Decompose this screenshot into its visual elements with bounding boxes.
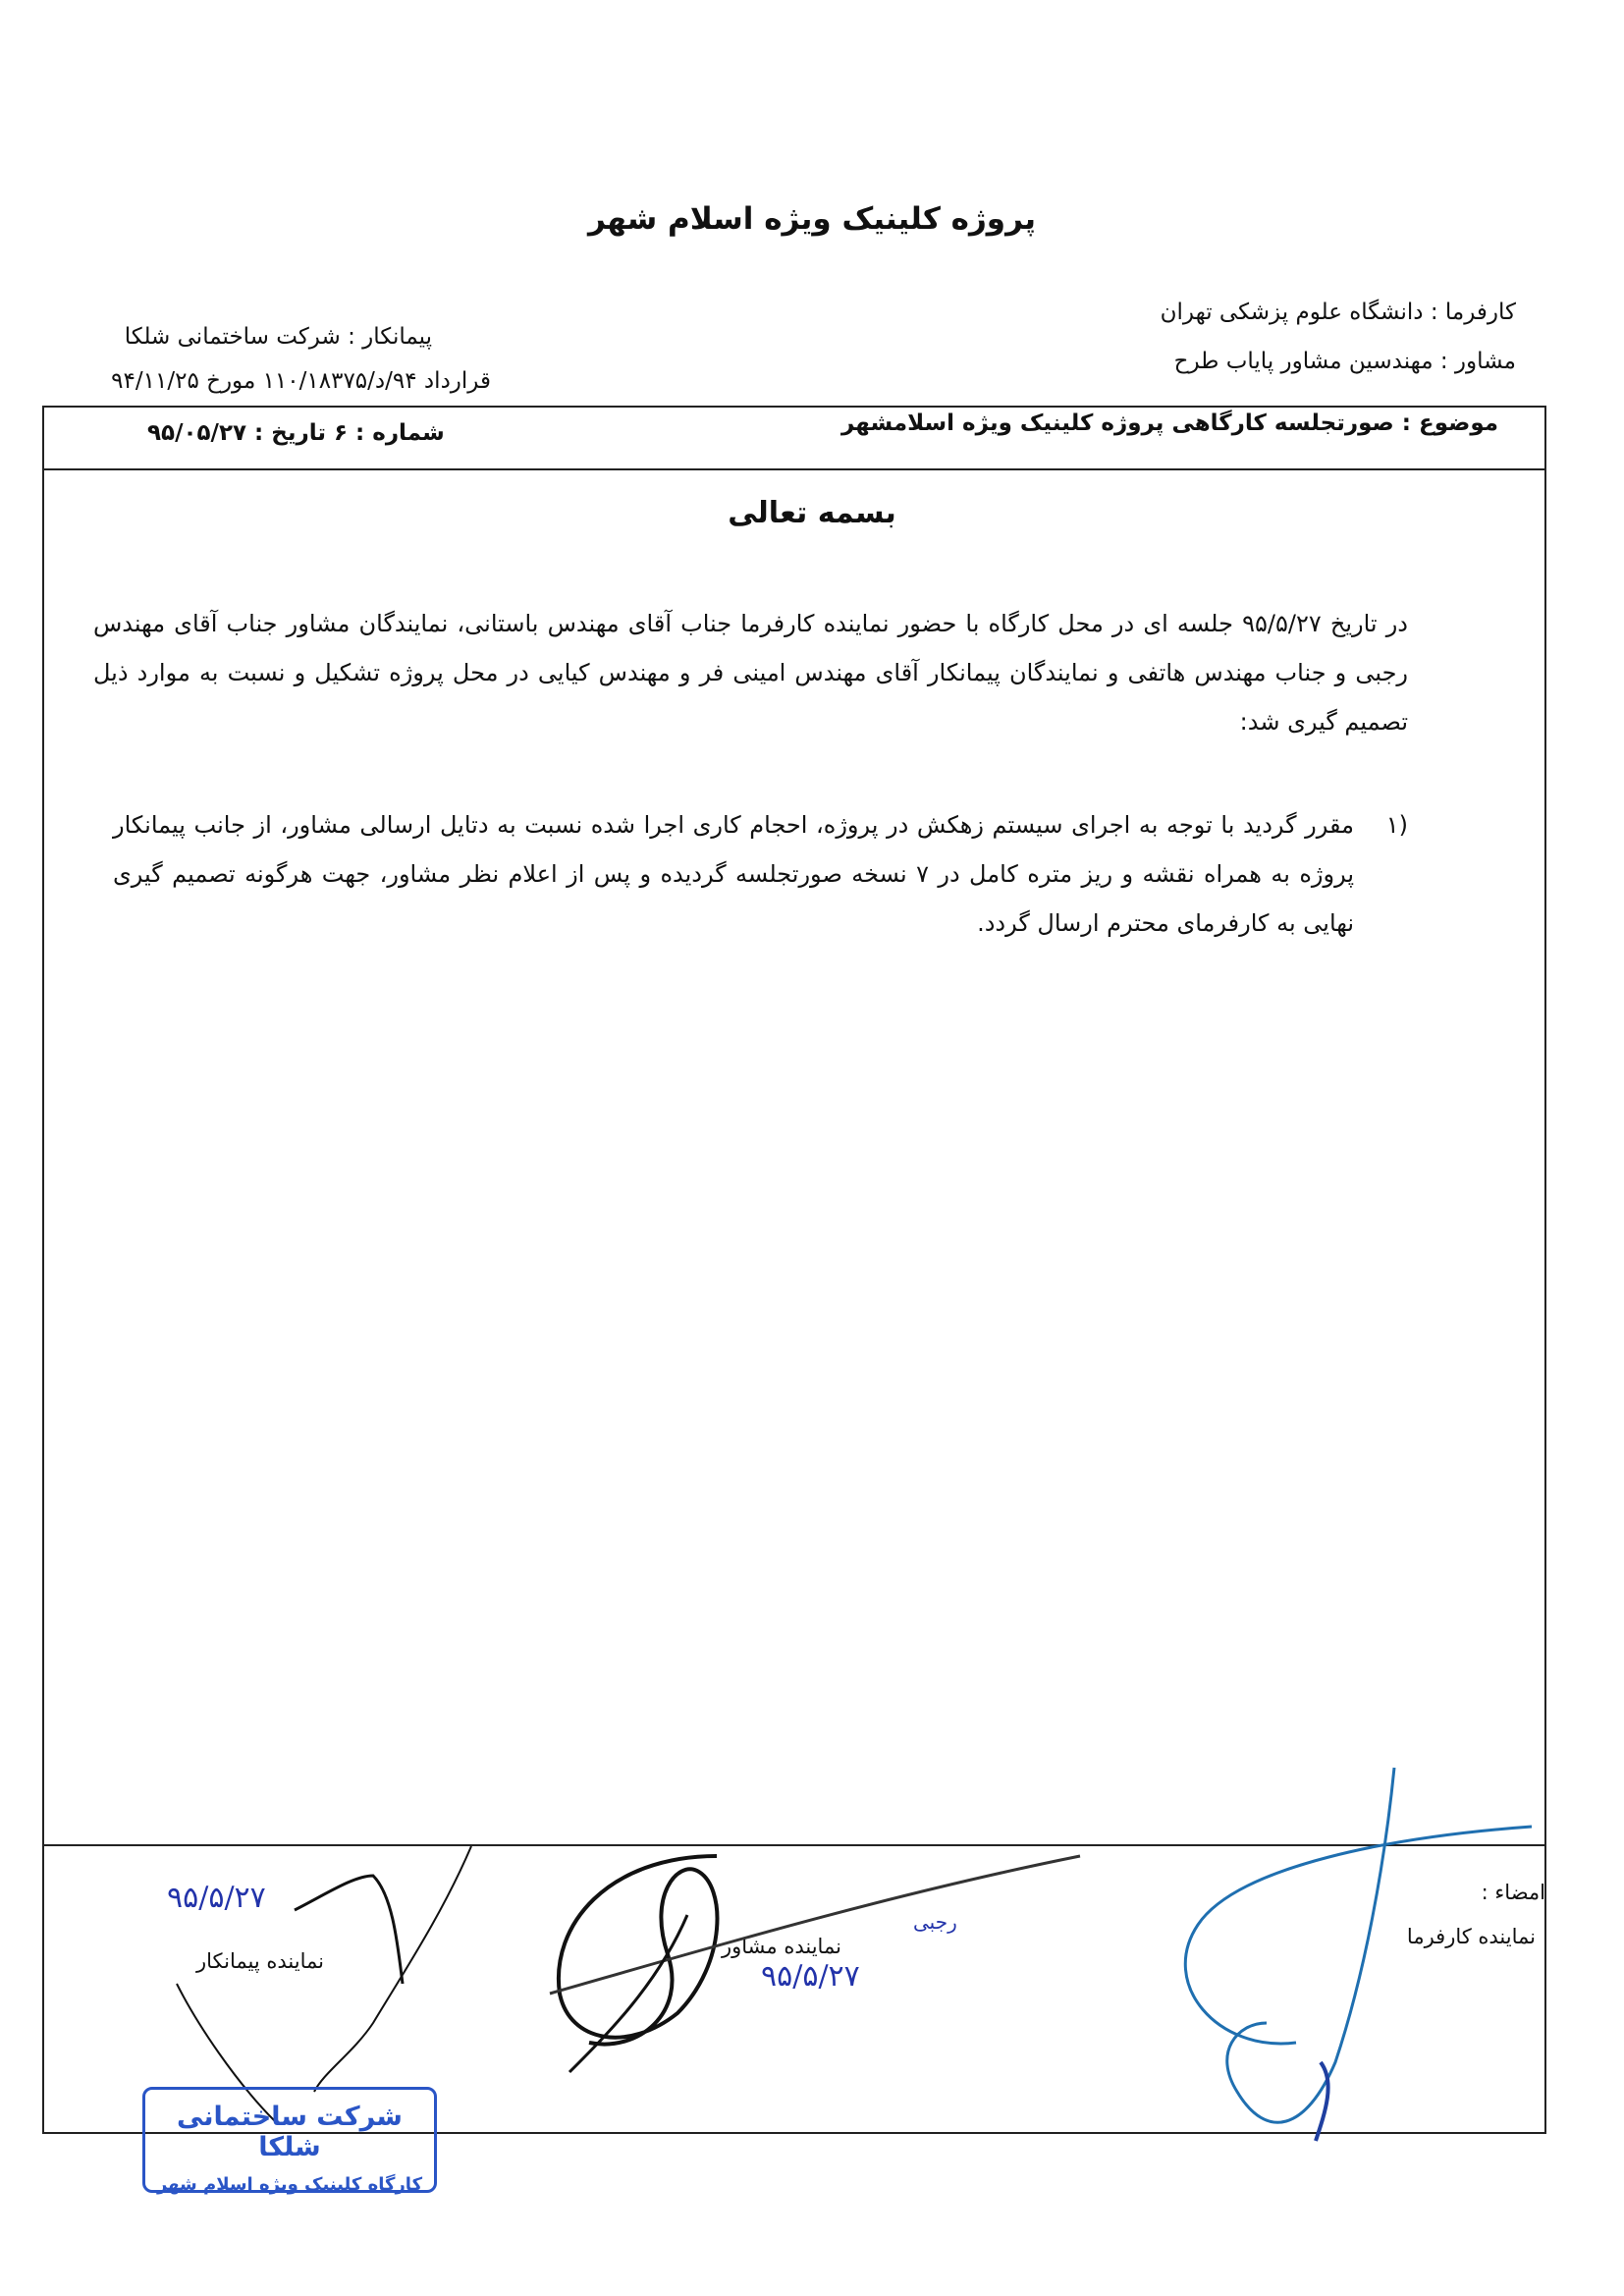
stamp-title: شرکت ساختمانی شلکا: [177, 2102, 403, 2162]
contractor-line: پیمانکار : شرکت ساختمانی شلکا: [124, 324, 432, 350]
number-date-line: شماره : ۶ تاریخ : ۹۵/۰۵/۲۷: [147, 420, 445, 446]
handwritten-date-consultant: ۹۵/۵/۲۷: [761, 1959, 860, 1994]
company-stamp: [142, 2087, 437, 2193]
employer-rep-label: نماینده کارفرما: [1406, 1925, 1536, 1948]
consultant-line: مشاور : مهندسین مشاور پایاب طرح: [1173, 349, 1516, 374]
subject-line: موضوع : صورتجلسه کارگاهی پروژه کلینیک ویژه اسلامشهر: [840, 410, 1498, 436]
signature-label: امضاء :: [1481, 1881, 1545, 1904]
meeting-paragraph: در تاریخ ۹۵/۵/۲۷ جلسه ای در محل کارگاه با حضور نماینده کارفرما جناب آقای مهندس باستانی، نمایندگان مشاور جناب آقای مهندس رجبی و جناب مهندس هاتفی و نمایندگان پیمانکار آقای مهندس امینی فر و مهندس کیایی در محل پروژه تشکیل و نسبت به موارد ذیل تصمیم گیری شد:: [93, 610, 1408, 736]
subject-divider: [42, 468, 1546, 470]
employer-line: کارفرما : دانشگاه علوم پزشکی تهران: [1160, 300, 1516, 325]
item-number: ۱): [1385, 811, 1408, 839]
contractor-rep-label: نماینده پیمانکار: [196, 1949, 324, 1973]
handwritten-name: رجبی: [913, 1910, 957, 1934]
decision-item: مقرر گردید با توجه به اجرای سیستم زهکش در پروژه، احجام کاری اجرا شده نسبت به دتایل ارسالی مشاور، از جانب پیمانکار پروژه به همراه نقشه و ریز متره کامل در ۷ نسخه صورتجلسه گردیده و پس از اعلام نظر مشاور، جهت هرگونه تصمیم گیری نهایی به کارفرمای محترم ارسال گردد.: [113, 811, 1354, 937]
contract-line: قرارداد ۹۴/د/۱۱۰/۱۸۳۷۵ مورخ ۹۴/۱۱/۲۵: [111, 368, 491, 394]
stamp-subtitle: کارگاه کلینیک ویژه اسلام شهر: [156, 2174, 423, 2195]
signature-divider: [42, 1844, 1546, 1846]
basmala-heading: بسمه تعالی: [728, 496, 896, 530]
consultant-rep-label: نماینده مشاور: [722, 1935, 841, 1958]
handwritten-date-contractor: ۹۵/۵/۲۷: [167, 1881, 266, 1915]
project-title: پروژه کلینیک ویژه اسلام شهر: [588, 201, 1036, 237]
